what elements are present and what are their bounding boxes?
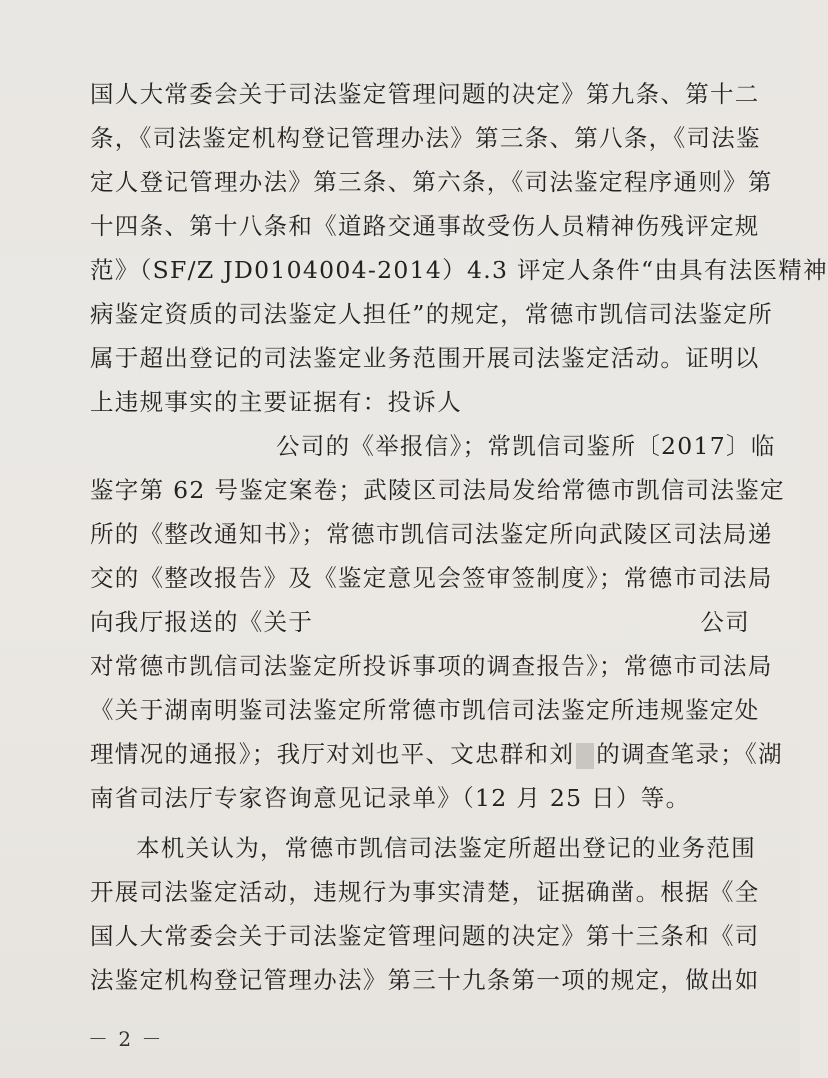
text-segment: 理情况的通报》；我厅对刘也平、文忠群和刘 xyxy=(90,740,575,768)
text-line: 南省司法厅专家咨询意见记录单》（12 月 25 日）等。 xyxy=(90,784,691,812)
text-segment: 公司的《举报信》；常凯信司鉴所〔2017〕临 xyxy=(276,432,776,460)
redaction-block xyxy=(576,743,594,769)
text-segment: 的调查笔录；《湖 xyxy=(596,740,783,768)
text-line: 对常德市凯信司法鉴定所投诉事项的调查报告》；常德市司法局 xyxy=(90,652,773,680)
text-line xyxy=(90,424,776,468)
text-segment: 公司 xyxy=(700,608,750,636)
text-segment: 向我厅报送的《关于 xyxy=(90,608,314,636)
text-line: 交的《整改报告》及《鉴定意见会签审签制度》；常德市司法局 xyxy=(90,564,773,592)
text-line: 国人大常委会关于司法鉴定管理问题的决定》第十三条和《司 xyxy=(90,922,760,950)
text-line: 定人登记管理办法》第三条、第六条，《司法鉴定程序通则》第 xyxy=(90,168,773,196)
text-line: 开展司法鉴定活动，违规行为事实清楚，证据确凿。根据《全 xyxy=(90,878,760,906)
text-line xyxy=(90,600,750,644)
text-line: 鉴字第 62 号鉴定案卷；武陵区司法局发给常德市凯信司法鉴定 xyxy=(90,476,785,504)
text-line xyxy=(90,380,750,424)
text-line: 属于超出登记的司法鉴定业务范围开展司法鉴定活动。证明以 xyxy=(90,344,760,372)
text-segment: 上违规事实的主要证据有：投诉人 xyxy=(90,388,462,416)
text-line: 所的《整改通知书》；常德市凯信司法鉴定所向武陵区司法局递 xyxy=(90,520,773,548)
text-line: 国人大常委会关于司法鉴定管理问题的决定》第九条、第十二 xyxy=(90,80,760,108)
text-line: 病鉴定资质的司法鉴定人担任”的规定，常德市凯信司法鉴定所 xyxy=(90,300,773,328)
page-number: － 2 － xyxy=(88,1027,164,1051)
text-line: 法鉴定机构登记管理办法》第三十九条第一项的规定，做出如 xyxy=(90,966,760,994)
text-line: 范》（SF/Z JD0104004-2014）4.3 评定人条件“由具有法医精神 xyxy=(90,256,828,284)
text-line: 条，《司法鉴定机构登记管理办法》第三条、第八条，《司法鉴 xyxy=(90,124,761,152)
text-line: 本机关认为，常德市凯信司法鉴定所超出登记的业务范围 xyxy=(136,834,756,862)
text-line xyxy=(90,732,783,776)
text-line: 《关于湖南明鉴司法鉴定所常德市凯信司法鉴定所违规鉴定处 xyxy=(90,696,760,724)
text-line: 十四条、第十八条和《道路交通事故受伤人员精神伤残评定规 xyxy=(90,212,760,240)
